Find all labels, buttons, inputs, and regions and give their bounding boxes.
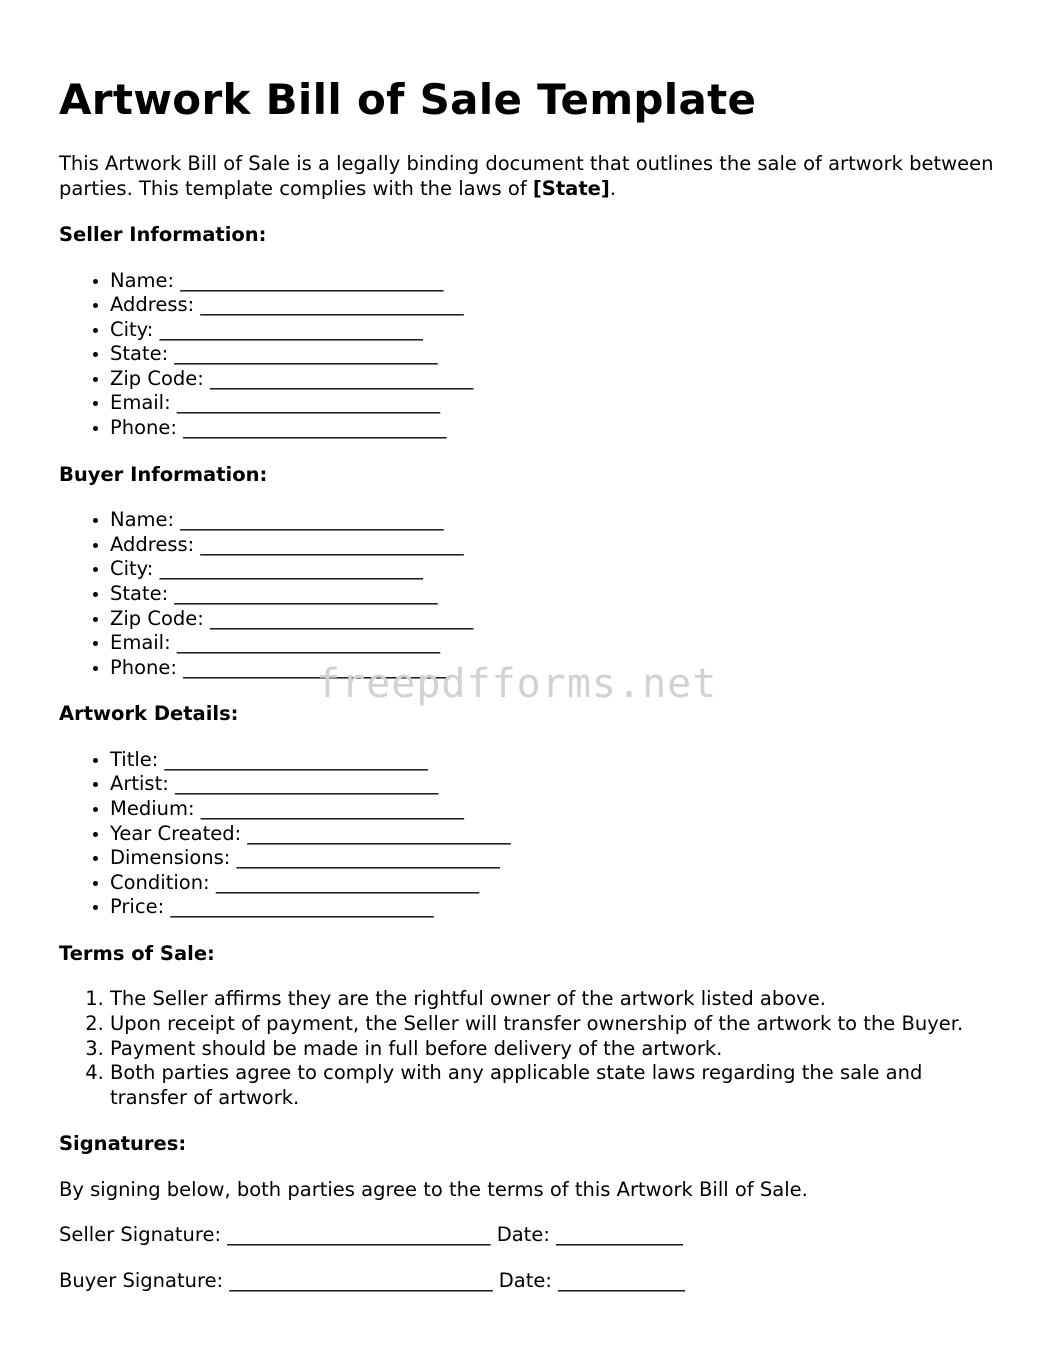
- artwork-medium-field: • Medium: ___________________________: [110, 797, 999, 822]
- buyer-address-field: • Address: ___________________________: [110, 533, 999, 558]
- buyer-signature-line: Buyer Signature: ___________________________ Date: _____________: [59, 1268, 685, 1292]
- terms-item: 4. Both parties agree to comply with any applicable state laws regarding the sale and transfer of artwork.: [110, 1061, 999, 1110]
- seller-state-field: • State: ___________________________: [110, 342, 999, 367]
- seller-email-field: • Email: ___________________________: [110, 391, 999, 416]
- buyer-heading: Buyer Information:: [59, 462, 268, 486]
- seller-signature-line: Seller Signature: ___________________________ Date: _____________: [59, 1223, 683, 1247]
- seller-fields: [59, 269, 999, 441]
- buyer-zip-field: • Zip Code: ___________________________: [110, 607, 999, 632]
- terms-item: 1. The Seller affirms they are the rightful owner of the artwork listed above.: [110, 987, 999, 1012]
- artwork-fields: [59, 748, 999, 920]
- buyer-phone-field: • Phone: ___________________________: [110, 656, 999, 681]
- buyer-city-field: • City: ___________________________: [110, 557, 999, 582]
- artwork-price-field: • Price: ___________________________: [110, 895, 999, 920]
- intro-paragraph: [59, 152, 999, 201]
- buyer-fields: [59, 508, 999, 680]
- intro-end: .: [609, 176, 616, 200]
- buyer-state-field: • State: ___________________________: [110, 582, 999, 607]
- artwork-heading: Artwork Details:: [59, 702, 239, 726]
- signatures-intro: By signing below, both parties agree to the terms of this Artwork Bill of Sale.: [59, 1177, 808, 1201]
- document: [59, 74, 999, 1293]
- terms-item: 2. Upon receipt of payment, the Seller will transfer ownership of the artwork to the Buyer.: [110, 1012, 999, 1037]
- buyer-name-field: • Name: ___________________________: [110, 508, 999, 533]
- seller-address-field: • Address: ___________________________: [110, 293, 999, 318]
- seller-name-field: • Name: ___________________________: [110, 269, 999, 294]
- terms-list: [59, 987, 999, 1110]
- watermark: freepdfforms.net: [316, 661, 718, 707]
- buyer-email-field: • Email: ___________________________: [110, 631, 999, 656]
- seller-phone-field: • Phone: ___________________________: [110, 416, 999, 441]
- seller-city-field: • City: ___________________________: [110, 318, 999, 343]
- intro-text: This Artwork Bill of Sale is a legally binding document that outlines the sale of artwork between parties. This template complies with the laws of: [59, 152, 994, 200]
- terms-heading: Terms of Sale:: [59, 941, 215, 965]
- artwork-condition-field: • Condition: ___________________________: [110, 871, 999, 896]
- intro-state-placeholder: [State]: [532, 176, 610, 200]
- artwork-title-field: • Title: ___________________________: [110, 748, 999, 773]
- seller-zip-field: • Zip Code: ___________________________: [110, 367, 999, 392]
- artwork-dimensions-field: • Dimensions: ___________________________: [110, 846, 999, 871]
- page-title: Artwork Bill of Sale Template: [59, 75, 757, 124]
- signatures-heading: Signatures:: [59, 1132, 187, 1156]
- terms-item: 3. Payment should be made in full before delivery of the artwork.: [110, 1037, 999, 1062]
- artwork-year-field: • Year Created: ___________________________: [110, 822, 999, 847]
- artwork-artist-field: • Artist: ___________________________: [110, 772, 999, 797]
- seller-heading: Seller Information:: [59, 223, 267, 246]
